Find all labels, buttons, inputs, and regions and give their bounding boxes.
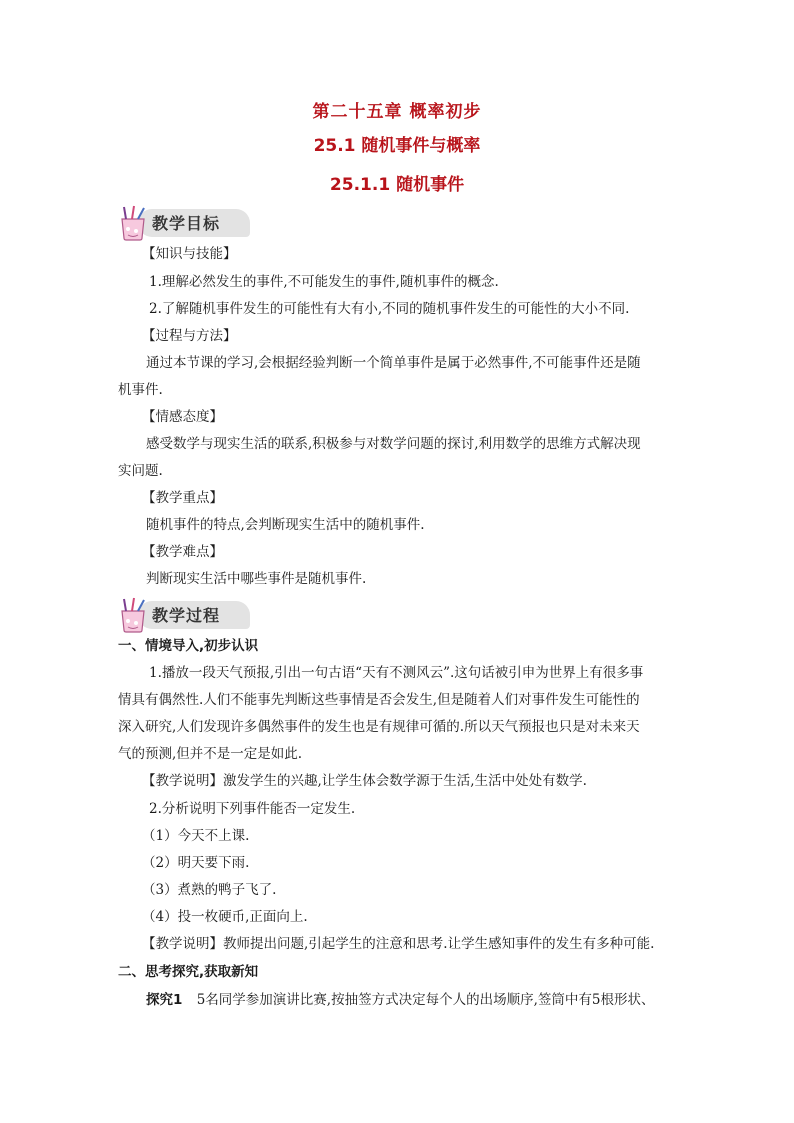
part1-text-line-4: 气的预测,但并不是一定是如此. <box>118 746 303 762</box>
explore-text: 5名同学参加演讲比赛,按抽签方式决定每个人的出场顺序,签筒中有5根形状、 <box>196 992 655 1008</box>
method-title: 【过程与方法】 <box>142 328 237 344</box>
method-text-line-2: 机事件. <box>118 382 163 398</box>
attitude-text-line-2: 实问题. <box>118 463 163 479</box>
section-title: 25.1 随机事件与概率 <box>313 136 481 156</box>
process-banner <box>116 597 256 633</box>
part2-title: 二、思考探究,获取新知 <box>118 964 259 980</box>
key-point-text: 随机事件的特点,会判断现实生活中的随机事件. <box>146 517 425 533</box>
key-point-title: 【教学重点】 <box>142 490 223 506</box>
teaching-note-2: 【教学说明】教师提出问题,引起学生的注意和思考.让学生感知事件的发生有多种可能. <box>142 936 655 952</box>
part1-text-line-1: 1.播放一段天气预报,引出一句古语“天有不测风云”.这句话被引申为世界上有很多事 <box>149 665 644 681</box>
part1-text-line-3: 深入研究,人们发现许多偶然事件的发生也是有规律可循的.所以天气预报也只是对未来天 <box>118 719 640 735</box>
list-item: （3）煮熟的鸭子飞了. <box>142 882 277 898</box>
process-banner-label: 教学过程 <box>152 606 221 625</box>
attitude-text-line-1: 感受数学与现实生活的联系,积极参与对数学问题的探讨,利用数学的思维方式解决现 <box>146 436 641 452</box>
method-text-line-1: 通过本节课的学习,会根据经验判断一个简单事件是属于必然事件,不可能事件还是随 <box>146 355 641 371</box>
pen-holder-icon <box>116 205 156 241</box>
list-item: （1）今天不上课. <box>142 828 250 844</box>
attitude-title: 【情感态度】 <box>142 409 223 425</box>
difficulty-text: 判断现实生活中哪些事件是随机事件. <box>146 571 367 587</box>
explore-paragraph <box>146 991 654 1009</box>
chapter-title: 第二十五章 概率初步 <box>312 102 482 122</box>
pen-holder-icon <box>116 597 156 633</box>
part1-question-intro: 2.分析说明下列事件能否一定发生. <box>149 801 356 817</box>
list-item: （2）明天要下雨. <box>142 855 250 871</box>
subsection-title: 25.1.1 随机事件 <box>329 175 465 195</box>
knowledge-item-2: 2.了解随机事件发生的可能性有大有小,不同的随机事件发生的可能性的大小不同. <box>149 301 630 317</box>
difficulty-title: 【教学难点】 <box>142 544 223 560</box>
list-item: （4）投一枚硬币,正面向上. <box>142 909 308 925</box>
teaching-note-1: 【教学说明】激发学生的兴趣,让学生体会数学源于生活,生活中处处有数学. <box>142 773 587 789</box>
objectives-banner-label: 教学目标 <box>152 214 221 233</box>
knowledge-item-1: 1.理解必然发生的事件,不可能发生的事件,随机事件的概念. <box>149 274 499 290</box>
explore-label: 探究1 <box>146 992 183 1008</box>
part1-text-line-2: 情具有偶然性.人们不能事先判断这些事情是否会发生,但是随着人们对事件发生可能性的 <box>118 692 640 708</box>
knowledge-title: 【知识与技能】 <box>142 246 237 262</box>
objectives-banner <box>116 205 256 241</box>
part1-title: 一、情境导入,初步认识 <box>118 638 259 654</box>
